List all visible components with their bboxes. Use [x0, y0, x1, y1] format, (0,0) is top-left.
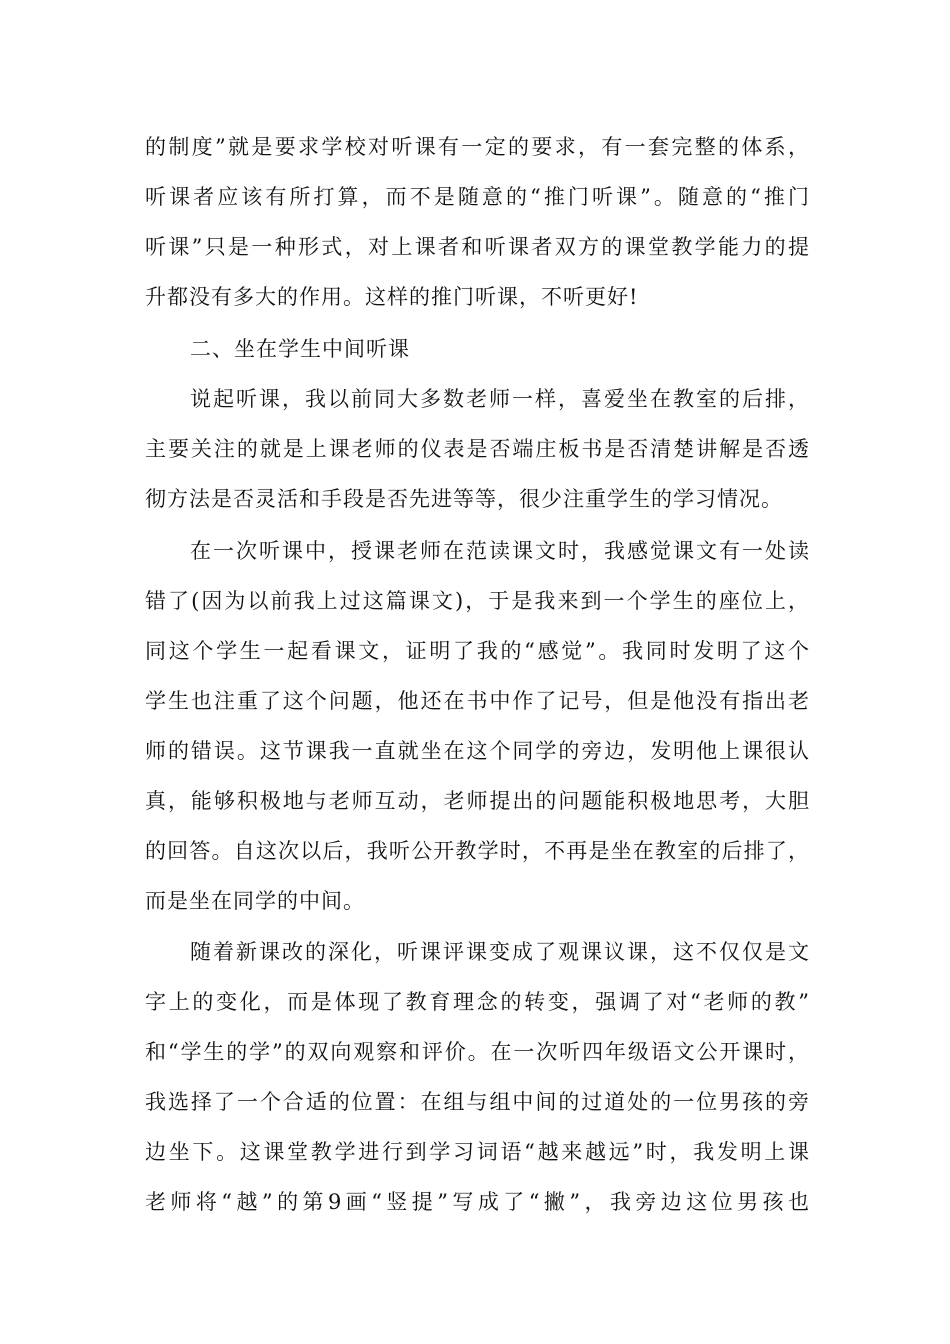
text-line: 学生也注重了这个问题，他还在书中作了记号，但是他没有指出老	[145, 689, 810, 713]
text-line: 同这个学生一起看课文，证明了我的“感觉”。我同时发明了这个	[145, 639, 810, 663]
text-line: 在一次听课中，授课老师在范读课文时，我感觉课文有一处读	[190, 539, 810, 563]
text-line: 真，能够积极地与老师互动，老师提出的问题能积极地思考，大胆	[145, 789, 810, 813]
text-line: 错了(因为以前我上过这篇课文)，于是我来到一个学生的座位上，	[145, 589, 810, 613]
text-line: 老师将“越”的第9画“竖提”写成了“撇”，我旁边这位男孩也	[145, 1190, 810, 1214]
text-line: 彻方法是否灵活和手段是否先进等等，很少注重学生的学习情况。	[145, 487, 783, 511]
text-line: 主要关注的就是上课老师的仪表是否端庄板书是否清楚讲解是否透	[145, 437, 810, 461]
text-line: 我选择了一个合适的位置：在组与组中间的过道处的一位男孩的旁	[145, 1090, 810, 1114]
text-line: 师的错误。这节课我一直就坐在这个同学的旁边，发明他上课很认	[145, 739, 810, 763]
text-line: 听课”只是一种形式，对上课者和听课者双方的课堂教学能力的提	[145, 235, 810, 259]
text-line: 的制度”就是要求学校对听课有一定的要求，有一套完整的体系，	[145, 135, 810, 159]
text-line: 而是坐在同学的中间。	[145, 889, 365, 913]
text-line: 边坐下。这课堂教学进行到学习词语“越来越远”时，我发明上课	[145, 1140, 810, 1164]
text-line: 升都没有多大的作用。这样的推门听课，不听更好!	[145, 285, 639, 309]
text-line: 字上的变化，而是体现了教育理念的转变，强调了对“老师的教”	[145, 990, 810, 1014]
text-line: 的回答。自这次以后，我听公开教学时，不再是坐在教室的后排了，	[145, 839, 810, 863]
text-line: 听课者应该有所打算，而不是随意的“推门听课”。随意的“推门	[145, 185, 810, 209]
text-line: 说起听课，我以前同大多数老师一样，喜爱坐在教室的后排，	[190, 387, 810, 411]
text-line: 和“学生的学”的双向观察和评价。在一次听四年级语文公开课时，	[145, 1040, 810, 1064]
text-line: 二、坐在学生中间听课	[190, 337, 410, 361]
text-line: 随着新课改的深化，听课评课变成了观课议课，这不仅仅是文	[190, 940, 810, 964]
